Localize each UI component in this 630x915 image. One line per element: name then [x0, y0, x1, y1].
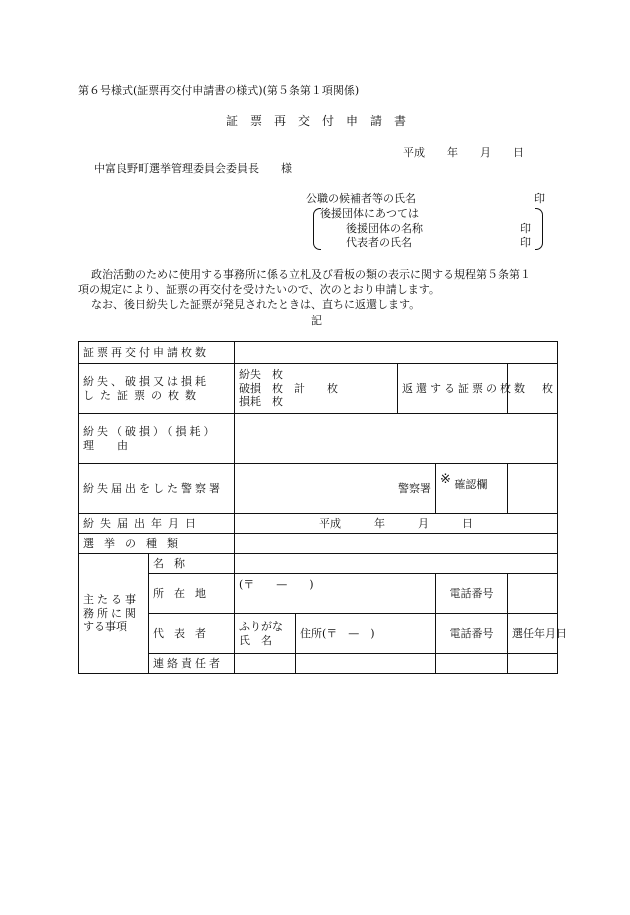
addressee: 中富良野町選挙管理委員会委員長 様 — [94, 162, 292, 175]
right-bracket — [535, 208, 543, 250]
representative-phone-label: 電話番号 — [436, 614, 508, 654]
reason-label: 紛失（破損）（損耗） 理 由 — [79, 414, 235, 464]
damaged-item: 破損 枚 — [239, 381, 283, 395]
office-section-label: 主たる事 務所に関 する事項 — [79, 554, 149, 674]
police-suffix: 警察署 — [398, 481, 431, 495]
application-table — [78, 341, 567, 674]
contact-phone-field[interactable] — [436, 654, 508, 674]
confirm-label: 確認欄 — [454, 478, 488, 491]
note-mark: ※ — [440, 472, 451, 487]
lost-item: 紛失 枚 — [239, 367, 283, 381]
location-phone-label: 電話番号 — [436, 574, 508, 614]
row-contact — [79, 654, 558, 674]
election-type-field[interactable] — [235, 534, 558, 554]
return-unit: 枚 — [542, 381, 554, 395]
row-reissue-count — [79, 342, 558, 364]
contact-label: 連絡責任者 — [149, 654, 235, 674]
lost-count-breakdown[interactable] — [235, 364, 398, 414]
location-phone-field[interactable] — [508, 574, 558, 614]
office-name-field[interactable] — [235, 554, 558, 574]
election-type-label: 選挙の種類 — [79, 534, 235, 554]
report-date-field[interactable]: 平成 年 月 日 — [235, 514, 558, 534]
lost-count-label: 紛失、破損又は損耗 した証票の枚数 — [79, 364, 235, 414]
return-count-label: 返還する証票の枚数 — [398, 364, 508, 414]
office-name-label: 名称 — [149, 554, 235, 574]
row-office-name — [79, 554, 558, 574]
location-label: 所在地 — [149, 574, 235, 614]
form-number: 第６号様式(証票再交付申請書の様式)(第５条第１項関係) — [78, 84, 360, 97]
group-seal: 印 — [520, 222, 531, 235]
group-name-label: 後援団体の名称 — [346, 222, 423, 235]
total-item: 計 枚 — [294, 381, 338, 395]
row-office-location — [79, 574, 558, 614]
row-representative — [79, 614, 558, 654]
reissue-count-field[interactable] — [235, 342, 558, 364]
contact-name-field[interactable] — [235, 654, 296, 674]
confirm-field[interactable] — [508, 464, 558, 514]
body-paragraph-2: なお、後日紛失した証票が発見されたときは、直ちに返還します。 — [91, 298, 421, 311]
confirm-label-cell — [436, 464, 508, 514]
candidate-seal: 印 — [534, 192, 545, 205]
rep-name-label: 氏 名 — [239, 633, 272, 647]
ki-heading: 記 — [311, 314, 322, 327]
body-paragraph-1-line-2: 項の規定により、証票の再交付を受けたいので、次のとおり申請します。 — [78, 283, 440, 296]
row-election-type — [79, 534, 558, 554]
row-report-date — [79, 514, 558, 534]
representative-name-label: 代表者の氏名 — [346, 236, 412, 249]
reissue-count-label: 証票再交付申請枚数 — [79, 342, 235, 364]
application-date: 平成 年 月 日 — [403, 146, 524, 159]
body-paragraph-1-line-1: 政治活動のために使用する事務所に係る立札及び看板の類の表示に関する規程第５条第１ — [91, 268, 531, 281]
report-date-label: 紛失届出年月日 — [79, 514, 235, 534]
appointment-date-label: 選任年月日 — [508, 614, 558, 654]
worn-item: 損耗 枚 — [239, 395, 283, 409]
row-police — [79, 464, 558, 514]
row-lost-count — [79, 364, 558, 414]
representative-label: 代表者 — [149, 614, 235, 654]
support-group-intro: 後援団体にあつては — [320, 207, 419, 220]
candidate-name-label: 公職の候補者等の氏名 — [306, 192, 416, 205]
document-title: 証 票 再 交 付 申 請 書 — [226, 114, 407, 128]
contact-date-field[interactable] — [508, 654, 558, 674]
police-label: 紛失届出をした警察署 — [79, 464, 235, 514]
representative-seal: 印 — [520, 236, 531, 249]
police-station-field[interactable] — [235, 464, 436, 514]
furigana-label: ふりがな — [239, 619, 283, 633]
location-field[interactable]: (〒 — ) — [235, 574, 436, 614]
contact-address-field[interactable] — [296, 654, 436, 674]
reason-field[interactable] — [235, 414, 558, 464]
representative-name-cell[interactable] — [235, 614, 296, 654]
representative-address-field[interactable]: 住所(〒 — ) — [296, 614, 436, 654]
row-reason — [79, 414, 558, 464]
